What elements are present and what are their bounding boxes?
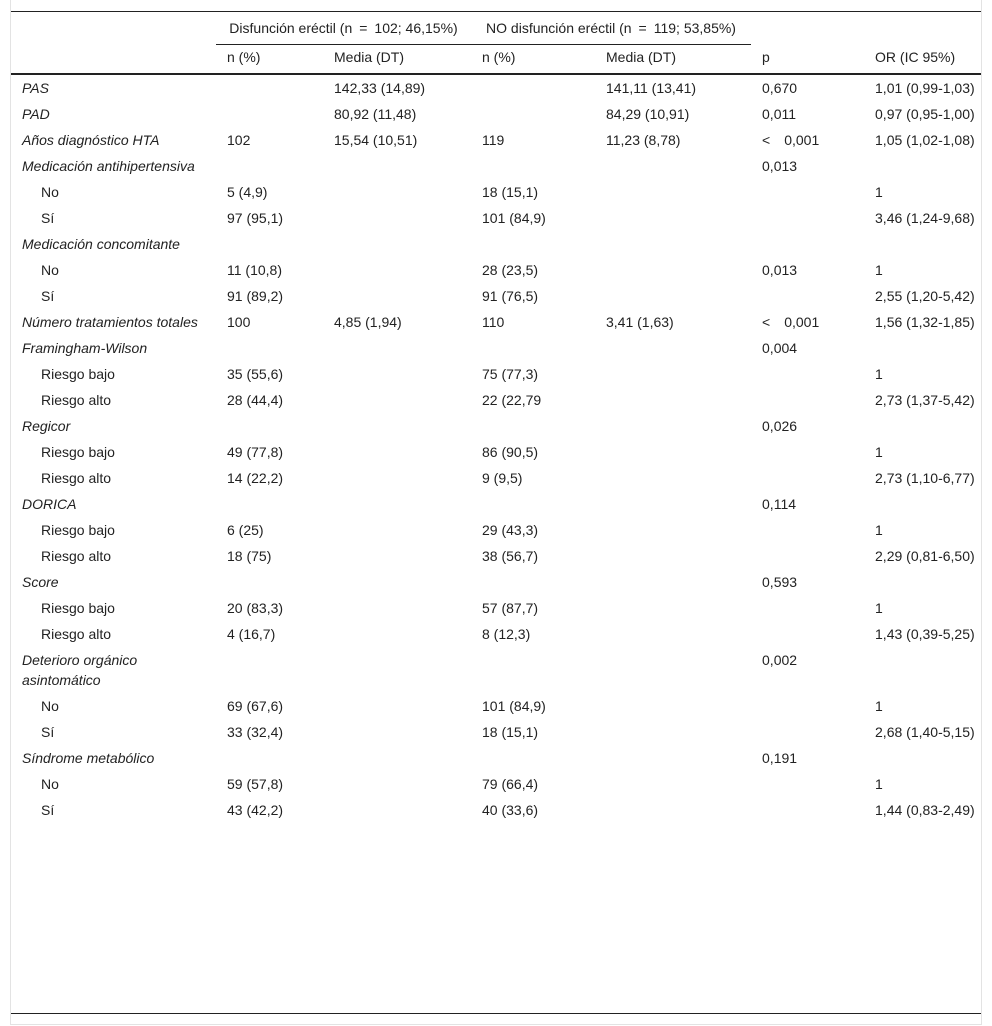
header-col-or: OR (IC 95%) xyxy=(864,45,981,75)
table-row xyxy=(11,621,981,647)
cell-odds-ratio: 1 xyxy=(875,262,883,278)
cell-mean-no-ed xyxy=(595,693,751,719)
table-row xyxy=(11,543,981,569)
cell-n-ed: 97 (95,1) xyxy=(227,210,284,226)
cell-n-ed: 11 (10,8) xyxy=(227,262,282,278)
cell-mean-no-ed xyxy=(595,231,751,257)
cell-p-value: 0,013 xyxy=(762,158,798,174)
cell-n-no-ed: 101 (84,9) xyxy=(482,210,546,226)
row-label: Framingham-Wilson xyxy=(22,340,148,356)
cell-p-value xyxy=(751,719,864,745)
cell-mean-no-ed xyxy=(595,257,751,283)
cell-mean-ed xyxy=(323,647,471,693)
table-row xyxy=(11,127,981,153)
cell-p-value xyxy=(751,517,864,543)
cell-odds-ratio xyxy=(864,413,981,439)
cell-n-ed: 20 (83,3) xyxy=(227,600,284,616)
cell-mean-ed xyxy=(323,465,471,491)
header-col-p: p xyxy=(751,45,864,75)
cell-n-ed: 35 (55,6) xyxy=(227,366,284,382)
cell-mean-ed: 142,33 (14,89) xyxy=(334,80,426,96)
cell-odds-ratio xyxy=(864,569,981,595)
cell-mean-ed xyxy=(323,361,471,387)
cell-mean-no-ed: 3,41 (1,63) xyxy=(606,314,674,330)
cell-p-value: 0,670 xyxy=(762,80,798,96)
cell-mean-no-ed xyxy=(595,647,751,693)
cell-mean-no-ed xyxy=(595,491,751,517)
cell-odds-ratio: 1,56 (1,32-1,85) xyxy=(875,314,975,330)
cell-mean-ed xyxy=(323,439,471,465)
cell-n-ed xyxy=(216,74,323,101)
cell-p-value: 0,026 xyxy=(762,418,798,434)
cell-n-no-ed: 18 (15,1) xyxy=(482,724,539,740)
cell-mean-ed xyxy=(323,387,471,413)
table-row xyxy=(11,719,981,745)
cell-odds-ratio: 2,29 (0,81-6,50) xyxy=(875,548,975,564)
cell-n-no-ed xyxy=(471,74,595,101)
cell-odds-ratio: 2,68 (1,40-5,15) xyxy=(875,724,975,740)
cell-mean-no-ed xyxy=(595,413,751,439)
cell-n-no-ed: 8 (12,3) xyxy=(482,626,531,642)
cell-n-ed xyxy=(216,231,323,257)
cell-odds-ratio xyxy=(864,231,981,257)
cell-n-ed xyxy=(216,745,323,771)
cell-mean-no-ed xyxy=(595,335,751,361)
cell-odds-ratio: 2,73 (1,37-5,42) xyxy=(875,392,975,408)
row-sublabel: No xyxy=(41,698,59,714)
cell-n-ed xyxy=(216,413,323,439)
cell-mean-ed xyxy=(323,231,471,257)
cell-p-value: 0,114 xyxy=(762,496,797,512)
cell-n-no-ed: 75 (77,3) xyxy=(482,366,539,382)
cell-n-ed: 43 (42,2) xyxy=(227,802,284,818)
table-row xyxy=(11,335,981,361)
header-col-mean1: Media (DT) xyxy=(323,45,471,75)
table-row xyxy=(11,283,981,309)
cell-p-value xyxy=(751,439,864,465)
cell-mean-ed xyxy=(323,517,471,543)
cell-mean-no-ed xyxy=(595,361,751,387)
cell-n-no-ed xyxy=(471,491,595,517)
cell-p-value xyxy=(751,283,864,309)
bottom-rule xyxy=(11,1013,981,1014)
row-label: PAD xyxy=(22,106,50,122)
cell-odds-ratio xyxy=(864,153,981,179)
cell-odds-ratio xyxy=(864,491,981,517)
row-label: Medicación antihipertensiva xyxy=(22,158,195,174)
cell-n-ed xyxy=(216,335,323,361)
cell-n-ed: 69 (67,6) xyxy=(227,698,284,714)
table-row xyxy=(11,361,981,387)
cell-mean-ed xyxy=(323,693,471,719)
row-sublabel: No xyxy=(41,776,59,792)
cell-odds-ratio: 1 xyxy=(875,366,883,382)
row-sublabel: Riesgo alto xyxy=(41,626,112,642)
cell-odds-ratio: 1,44 (0,83-2,49) xyxy=(875,802,975,818)
row-sublabel: No xyxy=(41,262,59,278)
cell-mean-no-ed xyxy=(595,439,751,465)
cell-odds-ratio: 1 xyxy=(875,600,883,616)
cell-mean-ed xyxy=(323,621,471,647)
table-row xyxy=(11,439,981,465)
cell-p-value: 0,011 xyxy=(762,106,797,122)
header-empty-p xyxy=(751,12,864,45)
cell-n-no-ed: 18 (15,1) xyxy=(482,184,539,200)
cell-p-value xyxy=(751,361,864,387)
cell-n-ed: 5 (4,9) xyxy=(227,184,268,200)
table-row xyxy=(11,569,981,595)
cell-odds-ratio: 0,97 (0,95-1,00) xyxy=(875,106,975,122)
cell-n-no-ed xyxy=(471,413,595,439)
cell-n-no-ed: 28 (23,5) xyxy=(482,262,539,278)
cell-p-value xyxy=(751,231,864,257)
cell-n-no-ed xyxy=(471,335,595,361)
cell-n-no-ed xyxy=(471,745,595,771)
row-sublabel: Sí xyxy=(41,288,55,304)
cell-mean-no-ed xyxy=(595,387,751,413)
cell-n-no-ed xyxy=(471,153,595,179)
row-sublabel: Sí xyxy=(41,802,55,818)
cell-odds-ratio xyxy=(864,745,981,771)
table-row xyxy=(11,797,981,826)
cell-mean-no-ed xyxy=(595,719,751,745)
cell-n-ed: 6 (25) xyxy=(227,522,264,538)
cell-n-ed: 33 (32,4) xyxy=(227,724,284,740)
row-sublabel: Riesgo alto xyxy=(41,548,112,564)
table-row xyxy=(11,745,981,771)
table-row xyxy=(11,387,981,413)
cell-n-ed: 102 xyxy=(227,132,251,148)
header-empty-label xyxy=(11,45,216,75)
header-col-n2: n (%) xyxy=(471,45,595,75)
table-row xyxy=(11,595,981,621)
row-label: Regicor xyxy=(22,418,71,434)
header-col-mean2: Media (DT) xyxy=(595,45,751,75)
table-row xyxy=(11,693,981,719)
cell-mean-ed xyxy=(323,745,471,771)
table-row xyxy=(11,465,981,491)
cell-n-no-ed: 57 (87,7) xyxy=(482,600,539,616)
cell-mean-ed xyxy=(323,569,471,595)
cell-mean-ed xyxy=(323,153,471,179)
cell-n-ed: 91 (89,2) xyxy=(227,288,284,304)
cell-n-no-ed: 40 (33,6) xyxy=(482,802,539,818)
cell-mean-no-ed xyxy=(595,465,751,491)
row-sublabel: Sí xyxy=(41,210,55,226)
table-row xyxy=(11,309,981,335)
cell-p-value: 0,004 xyxy=(762,340,798,356)
cell-n-no-ed: 29 (43,3) xyxy=(482,522,539,538)
cell-n-ed: 14 (22,2) xyxy=(227,470,284,486)
cell-n-ed xyxy=(216,491,323,517)
cell-p-value xyxy=(751,621,864,647)
table-row xyxy=(11,205,981,231)
row-label: Score xyxy=(22,574,59,590)
header-row-groups xyxy=(11,12,981,45)
row-label: PAS xyxy=(22,80,49,96)
cell-odds-ratio: 1 xyxy=(875,776,883,792)
cell-mean-no-ed xyxy=(595,153,751,179)
table-row xyxy=(11,491,981,517)
cell-n-no-ed xyxy=(471,569,595,595)
cell-n-ed: 100 xyxy=(227,314,251,330)
row-label: Medicación concomitante xyxy=(22,236,180,252)
row-sublabel: Riesgo bajo xyxy=(41,600,115,616)
cell-mean-no-ed xyxy=(595,517,751,543)
header-row-columns xyxy=(11,45,981,75)
cell-odds-ratio: 2,73 (1,10-6,77) xyxy=(875,470,975,486)
cell-mean-no-ed xyxy=(595,595,751,621)
row-sublabel: Riesgo alto xyxy=(41,470,112,486)
cell-odds-ratio xyxy=(864,647,981,693)
table-row xyxy=(11,771,981,797)
cell-p-value xyxy=(751,179,864,205)
cell-n-no-ed: 38 (56,7) xyxy=(482,548,539,564)
cell-mean-no-ed: 11,23 (8,78) xyxy=(606,132,681,148)
cell-odds-ratio: 1 xyxy=(875,184,883,200)
table-row xyxy=(11,179,981,205)
cell-odds-ratio: 1,43 (0,39-5,25) xyxy=(875,626,975,642)
cell-p-value xyxy=(751,797,864,826)
cell-p-value xyxy=(751,771,864,797)
cell-n-ed xyxy=(216,153,323,179)
cell-mean-ed xyxy=(323,335,471,361)
header-group-no-ed: NO disfunción eréctil (n = 119; 53,85%) xyxy=(471,12,751,45)
cell-mean-ed xyxy=(323,413,471,439)
cell-mean-no-ed xyxy=(595,621,751,647)
row-label: Deterioro orgánico asintomático xyxy=(22,652,138,688)
cell-p-value: < 0,001 xyxy=(762,314,820,330)
cell-n-no-ed xyxy=(471,101,595,127)
table-row xyxy=(11,257,981,283)
cell-odds-ratio: 1,05 (1,02-1,08) xyxy=(875,132,975,148)
row-label: Número tratamientos totales xyxy=(22,314,198,330)
cell-n-ed: 4 (16,7) xyxy=(227,626,276,642)
cell-mean-no-ed xyxy=(595,283,751,309)
row-sublabel: Riesgo alto xyxy=(41,392,112,408)
cell-mean-ed: 4,85 (1,94) xyxy=(334,314,402,330)
table-row xyxy=(11,74,981,101)
row-label: DORICA xyxy=(22,496,77,512)
cell-odds-ratio: 1 xyxy=(875,522,883,538)
cell-mean-ed xyxy=(323,719,471,745)
table-row xyxy=(11,413,981,439)
row-sublabel: Riesgo bajo xyxy=(41,522,115,538)
row-sublabel: Riesgo bajo xyxy=(41,366,115,382)
cell-mean-ed: 80,92 (11,48) xyxy=(334,106,417,122)
cell-n-no-ed: 110 xyxy=(482,314,505,330)
cell-mean-ed xyxy=(323,179,471,205)
cell-mean-no-ed xyxy=(595,543,751,569)
cell-n-ed xyxy=(216,647,323,693)
cell-p-value: 0,013 xyxy=(762,262,798,278)
cell-p-value: < 0,001 xyxy=(762,132,820,148)
cell-n-ed: 18 (75) xyxy=(227,548,272,564)
cell-p-value: 0,002 xyxy=(762,652,798,668)
cell-mean-ed xyxy=(323,491,471,517)
header-empty-or xyxy=(864,12,981,45)
row-sublabel: Sí xyxy=(41,724,55,740)
cell-mean-no-ed xyxy=(595,745,751,771)
cell-n-ed xyxy=(216,101,323,127)
cell-p-value xyxy=(751,387,864,413)
cell-n-no-ed: 79 (66,4) xyxy=(482,776,539,792)
cell-p-value xyxy=(751,205,864,231)
cell-mean-no-ed xyxy=(595,205,751,231)
cell-p-value xyxy=(751,595,864,621)
cell-mean-ed xyxy=(323,543,471,569)
cell-n-ed xyxy=(216,569,323,595)
cell-odds-ratio: 2,55 (1,20-5,42) xyxy=(875,288,975,304)
header-group-ed: Disfunción eréctil (n = 102; 46,15%) xyxy=(216,12,471,45)
cell-p-value: 0,191 xyxy=(762,750,798,766)
cell-n-ed: 59 (57,8) xyxy=(227,776,284,792)
cell-mean-no-ed xyxy=(595,797,751,826)
cell-n-ed: 49 (77,8) xyxy=(227,444,284,460)
cell-mean-ed: 15,54 (10,51) xyxy=(334,132,418,148)
cell-mean-ed xyxy=(323,797,471,826)
cell-n-no-ed: 9 (9,5) xyxy=(482,470,523,486)
cell-n-no-ed xyxy=(471,647,595,693)
results-table xyxy=(11,11,981,826)
table-row xyxy=(11,153,981,179)
row-label: Años diagnóstico HTA xyxy=(22,132,160,148)
cell-mean-no-ed: 141,11 (13,41) xyxy=(606,80,697,96)
cell-n-no-ed: 119 xyxy=(482,132,505,148)
cell-n-no-ed: 86 (90,5) xyxy=(482,444,539,460)
cell-n-no-ed: 22 (22,79 xyxy=(482,392,542,408)
cell-odds-ratio xyxy=(864,335,981,361)
cell-odds-ratio: 1,01 (0,99-1,03) xyxy=(875,80,975,96)
cell-n-no-ed: 101 (84,9) xyxy=(482,698,546,714)
row-sublabel: Riesgo bajo xyxy=(41,444,115,460)
cell-mean-no-ed xyxy=(595,771,751,797)
cell-mean-ed xyxy=(323,771,471,797)
cell-mean-ed xyxy=(323,283,471,309)
table-row xyxy=(11,647,981,693)
table-row xyxy=(11,231,981,257)
cell-p-value: 0,593 xyxy=(762,574,798,590)
cell-n-no-ed: 91 (76,5) xyxy=(482,288,539,304)
cell-mean-no-ed xyxy=(595,569,751,595)
cell-mean-no-ed: 84,29 (10,91) xyxy=(606,106,690,122)
table-row xyxy=(11,517,981,543)
cell-p-value xyxy=(751,465,864,491)
cell-mean-ed xyxy=(323,205,471,231)
cell-mean-no-ed xyxy=(595,179,751,205)
cell-mean-ed xyxy=(323,595,471,621)
cell-odds-ratio: 1 xyxy=(875,698,883,714)
cell-odds-ratio: 3,46 (1,24-9,68) xyxy=(875,210,975,226)
cell-p-value xyxy=(751,543,864,569)
row-label: Síndrome metabólico xyxy=(22,750,155,766)
cell-n-no-ed xyxy=(471,231,595,257)
table-row xyxy=(11,101,981,127)
cell-p-value xyxy=(751,693,864,719)
header-col-n1: n (%) xyxy=(216,45,323,75)
cell-mean-ed xyxy=(323,257,471,283)
header-empty xyxy=(11,12,216,45)
cell-odds-ratio: 1 xyxy=(875,444,883,460)
cell-n-ed: 28 (44,4) xyxy=(227,392,284,408)
table-body xyxy=(11,74,981,826)
row-sublabel: No xyxy=(41,184,59,200)
